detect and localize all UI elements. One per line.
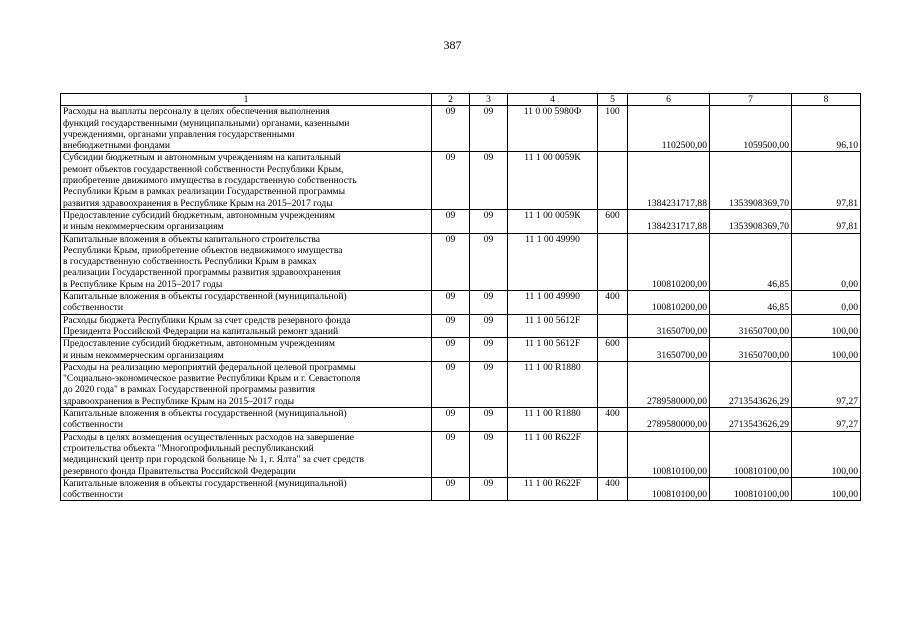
expense-type-code: [598, 152, 628, 209]
table-row: [61, 361, 861, 407]
subsection-code: 09: [470, 408, 508, 432]
row-description: Капитальные вложения в объекты государственной (муниципальной) собственности: [61, 408, 432, 432]
row-description: Капитальные вложения в объекты капитального строительства Республики Крым, приобретение объектов недвижимого имущества в государственную собственность Республики Крым в рамках реализации Государственной программы развития здравоохранения в Республике Крым на 2015–2017 годы: [61, 233, 432, 290]
target-article-code: 11 1 00 0059К: [508, 209, 598, 233]
table-row: [61, 152, 861, 209]
row-description: Субсидии бюджетным и автономным учреждениям на капитальный ремонт объектов государственной собственности Республики Крым, приобретение движимого имущества в государственную собственность Республики Крым в рамках реализации Государственной программы развития здравоохранения в Республике Крым на 2015–2017 годы: [61, 152, 432, 209]
target-article-code: 11 1 00 R1880: [508, 408, 598, 432]
row-description: Предоставление субсидий бюджетным, автономным учреждениям и иным некоммерческим организациям: [61, 338, 432, 362]
table-row: [61, 291, 861, 315]
expense-type-code: [598, 431, 628, 477]
column-header: 3: [470, 94, 508, 106]
column-header: 4: [508, 94, 598, 106]
executed-amount: 2713543626,29: [710, 361, 792, 407]
planned-amount: 1384231717,88: [628, 209, 710, 233]
execution-percent: 100,00: [792, 338, 861, 362]
table-row: [61, 209, 861, 233]
target-article-code: 11 1 00 5612F: [508, 338, 598, 362]
executed-amount: 100810100,00: [710, 431, 792, 477]
section-code: 09: [432, 431, 470, 477]
target-article-code: 11 1 00 0059К: [508, 152, 598, 209]
execution-percent: 97,81: [792, 209, 861, 233]
executed-amount: 31650700,00: [710, 314, 792, 338]
subsection-code: 09: [470, 314, 508, 338]
planned-amount: 100810100,00: [628, 477, 710, 501]
execution-percent: 0,00: [792, 291, 861, 315]
expense-type-code: 400: [598, 291, 628, 315]
expense-type-code: 600: [598, 209, 628, 233]
planned-amount: 2789580000,00: [628, 408, 710, 432]
section-code: 09: [432, 408, 470, 432]
table-row: [61, 338, 861, 362]
section-code: 09: [432, 233, 470, 290]
executed-amount: 1059500,00: [710, 106, 792, 152]
expense-type-code: 400: [598, 408, 628, 432]
expense-type-code: 100: [598, 106, 628, 152]
target-article-code: 11 1 00 49990: [508, 233, 598, 290]
execution-percent: 0,00: [792, 233, 861, 290]
table-row: [61, 431, 861, 477]
planned-amount: 31650700,00: [628, 338, 710, 362]
section-code: 09: [432, 291, 470, 315]
table-header-row: [61, 94, 861, 106]
section-code: 09: [432, 314, 470, 338]
execution-percent: 97,27: [792, 361, 861, 407]
subsection-code: 09: [470, 106, 508, 152]
subsection-code: 09: [470, 209, 508, 233]
execution-percent: 96,10: [792, 106, 861, 152]
table-row: [61, 477, 861, 501]
section-code: 09: [432, 106, 470, 152]
table-row: [61, 408, 861, 432]
planned-amount: 100810200,00: [628, 233, 710, 290]
planned-amount: 31650700,00: [628, 314, 710, 338]
target-article-code: 11 1 00 R622F: [508, 477, 598, 501]
row-description: Капитальные вложения в объекты государственной (муниципальной) собственности: [61, 477, 432, 501]
column-header: 6: [628, 94, 710, 106]
section-code: 09: [432, 152, 470, 209]
execution-percent: 100,00: [792, 477, 861, 501]
execution-percent: 97,27: [792, 408, 861, 432]
expense-type-code: 600: [598, 338, 628, 362]
target-article-code: 11 0 00 5980Ф: [508, 106, 598, 152]
subsection-code: 09: [470, 361, 508, 407]
planned-amount: 1384231717,88: [628, 152, 710, 209]
subsection-code: 09: [470, 431, 508, 477]
row-description: Предоставление субсидий бюджетным, автономным учреждениям и иным некоммерческим организациям: [61, 209, 432, 233]
executed-amount: 1353908369,70: [710, 209, 792, 233]
table-row: [61, 314, 861, 338]
row-description: Расходы на реализацию мероприятий федеральной целевой программы "Социально-экономическое развитие Республики Крым и г. Севастополя до 2020 года" в рамках Государственной программы развития здравоохранения в Республике Крым на 2015–2017 годы: [61, 361, 432, 407]
table-row: [61, 106, 861, 152]
column-header: 8: [792, 94, 861, 106]
expense-type-code: 400: [598, 477, 628, 501]
expense-type-code: [598, 233, 628, 290]
target-article-code: 11 1 00 R622F: [508, 431, 598, 477]
execution-percent: 100,00: [792, 431, 861, 477]
section-code: 09: [432, 209, 470, 233]
row-description: Капитальные вложения в объекты государственной (муниципальной) собственности: [61, 291, 432, 315]
expense-type-code: [598, 361, 628, 407]
expense-type-code: [598, 314, 628, 338]
subsection-code: 09: [470, 477, 508, 501]
target-article-code: 11 1 00 49990: [508, 291, 598, 315]
executed-amount: 1353908369,70: [710, 152, 792, 209]
column-header: 2: [432, 94, 470, 106]
budget-table: [60, 93, 861, 501]
planned-amount: 1102500,00: [628, 106, 710, 152]
executed-amount: 46,85: [710, 233, 792, 290]
row-description: Расходы на выплаты персоналу в целях обеспечения выполнения функций государственными (муниципальными) органами, казенными учреждениями, органами управления государственными внебюджетными фондами: [61, 106, 432, 152]
column-header: 5: [598, 94, 628, 106]
target-article-code: 11 1 00 R1880: [508, 361, 598, 407]
executed-amount: 31650700,00: [710, 338, 792, 362]
page-number: 387: [443, 38, 462, 52]
subsection-code: 09: [470, 338, 508, 362]
row-description: Расходы в целях возмещения осуществленных расходов на завершение строительства объекта "Многопрофильный республиканский медицинский центр при городской больнице № 1, г. Ялта" за счет средств резервного фонда Правительства Российской Федерации: [61, 431, 432, 477]
row-description: Расходы бюджета Республики Крым за счет средств резервного фонда Президента Российской Федерации на капитальный ремонт зданий: [61, 314, 432, 338]
planned-amount: 100810200,00: [628, 291, 710, 315]
subsection-code: 09: [470, 152, 508, 209]
column-header: 1: [61, 94, 432, 106]
subsection-code: 09: [470, 233, 508, 290]
executed-amount: 46,85: [710, 291, 792, 315]
section-code: 09: [432, 338, 470, 362]
planned-amount: 100810100,00: [628, 431, 710, 477]
target-article-code: 11 1 00 5612F: [508, 314, 598, 338]
executed-amount: 2713543626,29: [710, 408, 792, 432]
subsection-code: 09: [470, 291, 508, 315]
column-header: 7: [710, 94, 792, 106]
section-code: 09: [432, 477, 470, 501]
execution-percent: 100,00: [792, 314, 861, 338]
table-row: [61, 233, 861, 290]
section-code: 09: [432, 361, 470, 407]
planned-amount: 2789580000,00: [628, 361, 710, 407]
execution-percent: 97,81: [792, 152, 861, 209]
executed-amount: 100810100,00: [710, 477, 792, 501]
